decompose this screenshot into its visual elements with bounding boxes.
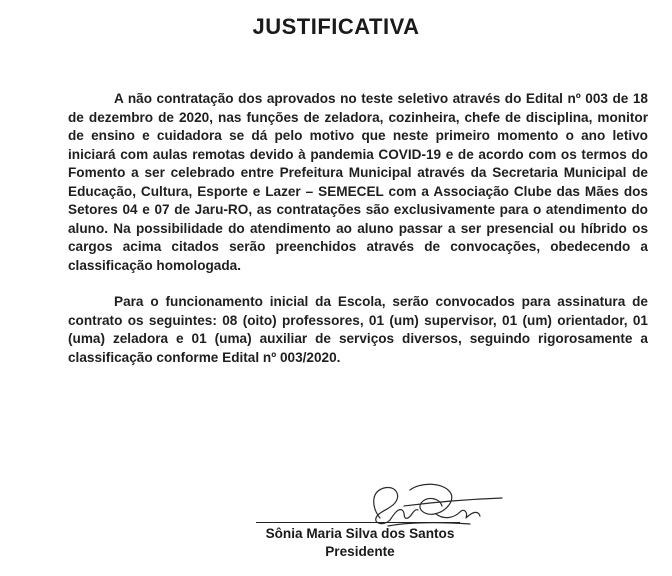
- signature-line: [256, 522, 460, 523]
- signer-name: Sônia Maria Silva dos Santos: [265, 526, 455, 541]
- paragraph-hiring: Para o funcionamento inicial da Escola, serão convocados para assinatura de contrato os seguintes: 08 (oito) professores, 01 (um) supervisor, 01 (um) orientador, 01 (uma) zeladora e 01 (uma) auxiliar de serviços diversos, seguindo rigorosamente a classificação conforme Edital nº 003/2020.: [68, 294, 648, 365]
- signer-role: Presidente: [325, 544, 395, 559]
- paragraph-justification: A não contratação dos aprovados no teste seletivo através do Edital nº 003 de 18 de dezembro de 2020, nas funções de zeladora, cozinheira, chefe de disciplina, monitor de ensino e cuidadora se dá pelo motivo que neste primeiro momento o ano letivo iniciará com aulas remotas devido à pandemia COVID-19 e de acordo com os termos do Fomento a ser celebrado entre Prefeitura Municipal através da Secretaria Municipal de Educação, Cultura, Esporte e Lazer – SEMECEL com a Associação Clube das Mães dos Setores 04 e 07 de Jaru-RO, as contratações são exclusivamente para o atendimento do aluno. Na possibilidade do atendimento ao aluno passar a ser presencial ou híbrido os cargos acima citados serão preenchidos através de convocações, obedecendo a classificação homologada.: [68, 91, 648, 273]
- document-title: JUSTIFICATIVA: [252, 14, 420, 39]
